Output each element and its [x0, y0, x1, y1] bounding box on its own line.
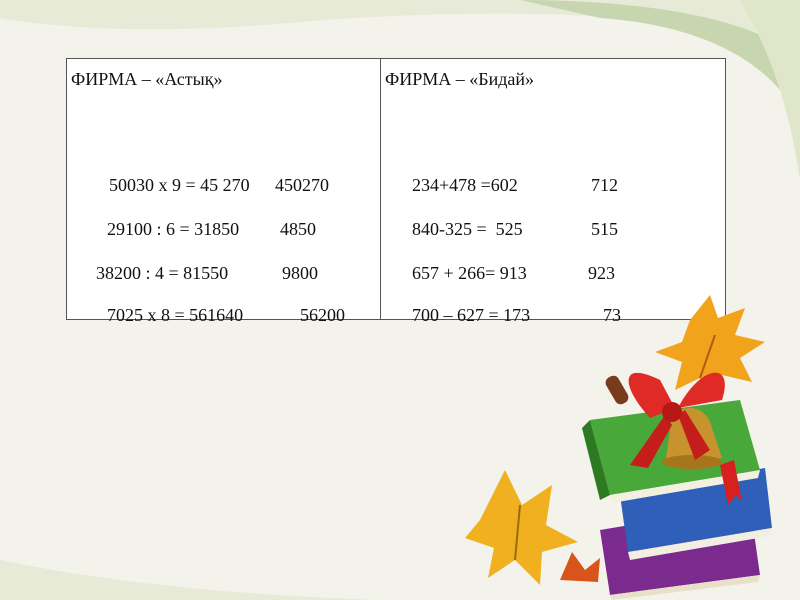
corrected-answer: 923	[588, 263, 615, 283]
equation-text: 657 + 266= 913	[412, 263, 527, 283]
firm-astyq-column	[67, 59, 380, 325]
equation-text: 700 – 627 = 173	[412, 305, 531, 325]
firm-biday-title: ФИРМА – «Бидай»	[385, 69, 534, 89]
equation-text: 29100 : 6 = 31850	[107, 219, 240, 239]
equation-text: 50030 х 9 = 45 270	[109, 175, 250, 195]
equation-row	[80, 284, 345, 347]
corrected-answer: 450270	[275, 175, 329, 195]
comparison-table	[66, 58, 726, 325]
firm-astyq-title: ФИРМА – «Астық»	[71, 69, 223, 89]
equation-text: 38200 : 4 = 81550	[96, 263, 229, 283]
equation-text: 840-325 = 525	[412, 219, 523, 239]
autumn-leaf-icon	[560, 552, 600, 582]
autumn-leaf-icon	[465, 470, 578, 585]
firm-biday-column	[380, 59, 727, 325]
corrected-answer: 712	[591, 175, 618, 195]
books-bell-decoration	[460, 290, 800, 600]
corrected-answer: 9800	[282, 263, 318, 283]
equation-text: 234+478 =602	[412, 175, 518, 195]
corrected-answer: 4850	[280, 219, 316, 239]
corrected-answer: 73	[603, 305, 621, 325]
corrected-answer: 515	[591, 219, 618, 239]
corrected-answer: 56200	[300, 305, 345, 325]
equation-text: 7025 х 8 = 561640	[107, 305, 244, 325]
